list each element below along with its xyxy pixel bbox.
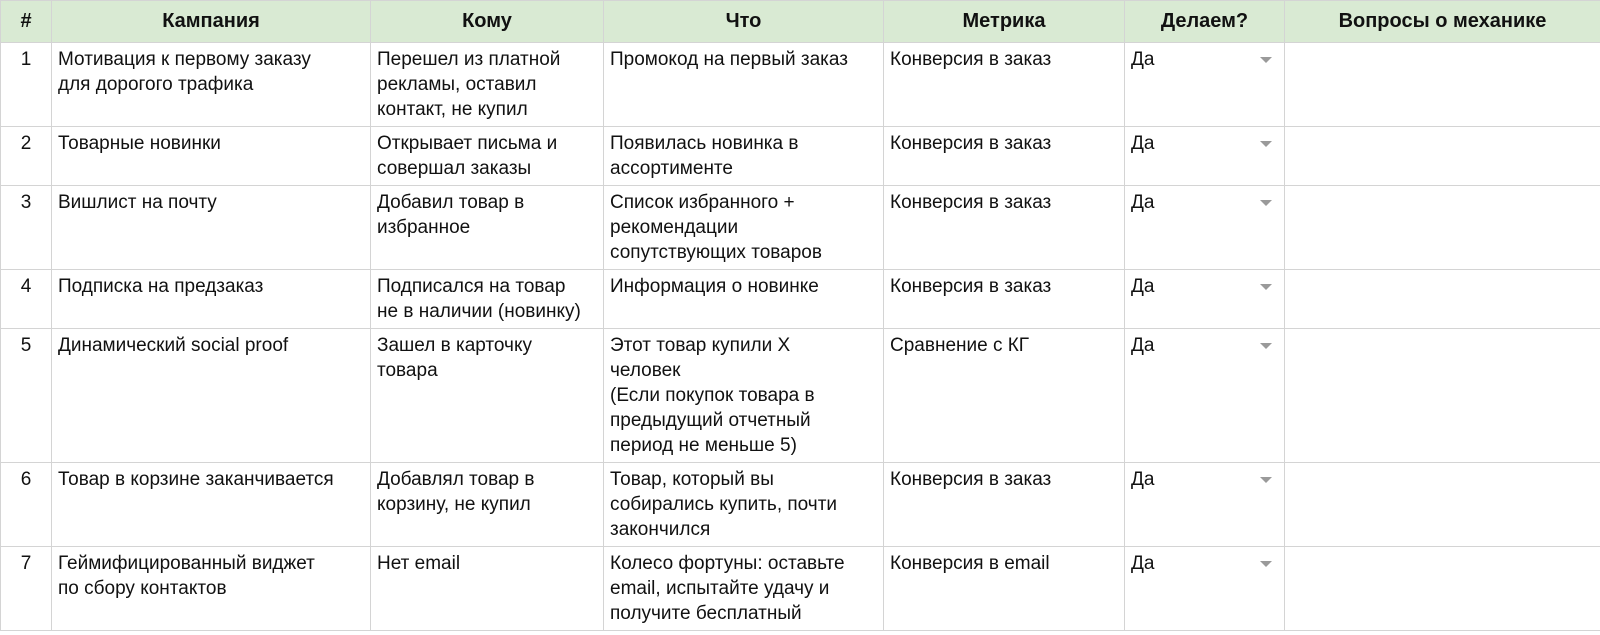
- cell-questions[interactable]: [1285, 270, 1600, 329]
- whom-text: Зашел в карточку товара: [377, 335, 532, 381]
- questions-text: [1285, 127, 1600, 135]
- cell-campaign[interactable]: [52, 127, 371, 186]
- cell-what[interactable]: [604, 329, 884, 463]
- dropdown-arrow-icon[interactable]: [1260, 57, 1272, 63]
- table-row: [1, 186, 1600, 270]
- table-row: [1, 270, 1600, 329]
- cell-campaign[interactable]: [52, 43, 371, 127]
- header-campaign[interactable]: Кампания: [52, 1, 371, 43]
- dropdown-arrow-icon[interactable]: [1260, 343, 1272, 349]
- cell-campaign[interactable]: [52, 329, 371, 463]
- cell-whom[interactable]: [371, 43, 604, 127]
- cell-whom[interactable]: [371, 329, 604, 463]
- campaign-text: Подписка на предзаказ: [58, 276, 264, 297]
- doing-value: Да: [1131, 553, 1155, 574]
- cell-questions[interactable]: [1285, 547, 1600, 631]
- cell-doing-dropdown[interactable]: [1125, 463, 1285, 547]
- cell-what[interactable]: [604, 547, 884, 631]
- what-text: Появилась новинка в ассортименте: [610, 133, 799, 179]
- cell-num[interactable]: [1, 329, 52, 463]
- table-row: [1, 463, 1600, 547]
- cell-metric[interactable]: [884, 329, 1125, 463]
- questions-text: [1285, 547, 1600, 555]
- doing-value: Да: [1131, 469, 1155, 490]
- cell-metric[interactable]: [884, 43, 1125, 127]
- dropdown-arrow-icon[interactable]: [1260, 200, 1272, 206]
- doing-value: Да: [1131, 335, 1155, 356]
- header-what[interactable]: Что: [604, 1, 884, 43]
- questions-text: [1285, 43, 1600, 51]
- header-questions[interactable]: Вопросы о механике: [1285, 1, 1600, 43]
- campaign-text: Мотивация к первому заказу для дорогого трафика: [58, 49, 311, 95]
- dropdown-arrow-icon[interactable]: [1260, 477, 1272, 483]
- row-number: 1: [20, 49, 32, 70]
- cell-whom[interactable]: [371, 127, 604, 186]
- questions-text: [1285, 329, 1600, 337]
- cell-doing-dropdown[interactable]: [1125, 43, 1285, 127]
- cell-campaign[interactable]: [52, 270, 371, 329]
- questions-text: [1285, 186, 1600, 194]
- dropdown-arrow-icon[interactable]: [1260, 561, 1272, 567]
- row-number: 5: [20, 335, 32, 356]
- metric-text: Конверсия в заказ: [890, 192, 1052, 213]
- cell-doing-dropdown[interactable]: [1125, 186, 1285, 270]
- cell-whom[interactable]: [371, 547, 604, 631]
- row-number: 4: [20, 276, 32, 297]
- campaign-text: Геймифицированный виджет по сбору контактов: [58, 553, 315, 599]
- whom-text: Добавлял товар в корзину, не купил: [377, 469, 535, 515]
- campaign-text: Товар в корзине заканчивается: [58, 469, 334, 490]
- row-number: 7: [20, 553, 32, 574]
- cell-metric[interactable]: [884, 186, 1125, 270]
- dropdown-arrow-icon[interactable]: [1260, 284, 1272, 290]
- cell-doing-dropdown[interactable]: [1125, 270, 1285, 329]
- cell-whom[interactable]: [371, 270, 604, 329]
- table-row: [1, 127, 1600, 186]
- cell-what[interactable]: [604, 186, 884, 270]
- cell-questions[interactable]: [1285, 127, 1600, 186]
- cell-questions[interactable]: [1285, 329, 1600, 463]
- metric-text: Конверсия в заказ: [890, 469, 1052, 490]
- what-text: Колесо фортуны: оставьте email, испытайте удачу и получите бесплатный: [610, 553, 845, 624]
- cell-questions[interactable]: [1285, 43, 1600, 127]
- whom-text: Подписался на товар не в наличии (новинку): [377, 276, 581, 322]
- table-row: [1, 43, 1600, 127]
- doing-value: Да: [1131, 49, 1155, 70]
- doing-value: Да: [1131, 192, 1155, 213]
- cell-doing-dropdown[interactable]: [1125, 329, 1285, 463]
- header-metric[interactable]: Метрика: [884, 1, 1125, 43]
- cell-what[interactable]: [604, 270, 884, 329]
- cell-questions[interactable]: [1285, 463, 1600, 547]
- what-text: Товар, который вы собирались купить, почти закончился: [610, 469, 838, 540]
- whom-text: Нет email: [377, 553, 461, 574]
- campaign-text: Динамический social proof: [58, 335, 289, 356]
- cell-metric[interactable]: [884, 547, 1125, 631]
- metric-text: Конверсия в заказ: [890, 49, 1052, 70]
- cell-num[interactable]: [1, 186, 52, 270]
- cell-what[interactable]: [604, 43, 884, 127]
- questions-text: [1285, 270, 1600, 278]
- cell-metric[interactable]: [884, 127, 1125, 186]
- header-row: [1, 1, 1600, 43]
- header-whom[interactable]: Кому: [371, 1, 604, 43]
- cell-metric[interactable]: [884, 463, 1125, 547]
- doing-value: Да: [1131, 133, 1155, 154]
- header-doing[interactable]: Делаем?: [1125, 1, 1285, 43]
- whom-text: Добавил товар в избранное: [377, 192, 525, 238]
- row-number: 6: [20, 469, 32, 490]
- campaign-text: Товарные новинки: [58, 133, 221, 154]
- cell-campaign[interactable]: [52, 463, 371, 547]
- cell-what[interactable]: [604, 127, 884, 186]
- whom-text: Перешел из платной рекламы, оставил контакт, не купил: [377, 49, 561, 120]
- questions-text: [1285, 463, 1600, 471]
- metric-text: Сравнение с КГ: [890, 335, 1030, 356]
- cell-whom[interactable]: [371, 463, 604, 547]
- cell-what[interactable]: [604, 463, 884, 547]
- cell-campaign[interactable]: [52, 186, 371, 270]
- what-text: Список избранного + рекомендации сопутствующих товаров: [610, 192, 822, 263]
- campaign-text: Вишлист на почту: [58, 192, 217, 213]
- cell-num[interactable]: [1, 547, 52, 631]
- what-text: Этот товар купили X человек (Если покупок товара в предыдущий отчетный период не меньше 5): [610, 335, 815, 456]
- cell-questions[interactable]: [1285, 186, 1600, 270]
- metric-text: Конверсия в email: [890, 553, 1050, 574]
- cell-num[interactable]: [1, 463, 52, 547]
- row-number: 3: [20, 192, 32, 213]
- what-text: Информация о новинке: [610, 276, 819, 297]
- cell-doing-dropdown[interactable]: [1125, 547, 1285, 631]
- table-row: [1, 547, 1600, 631]
- cell-metric[interactable]: [884, 270, 1125, 329]
- cell-campaign[interactable]: [52, 547, 371, 631]
- cell-num[interactable]: [1, 43, 52, 127]
- cell-num[interactable]: [1, 127, 52, 186]
- cell-num[interactable]: [1, 270, 52, 329]
- row-number: 2: [20, 133, 32, 154]
- cell-doing-dropdown[interactable]: [1125, 127, 1285, 186]
- doing-value: Да: [1131, 276, 1155, 297]
- dropdown-arrow-icon[interactable]: [1260, 141, 1272, 147]
- metric-text: Конверсия в заказ: [890, 276, 1052, 297]
- metric-text: Конверсия в заказ: [890, 133, 1052, 154]
- table-row: [1, 329, 1600, 463]
- header-num[interactable]: #: [1, 1, 52, 43]
- whom-text: Открывает письма и совершал заказы: [377, 133, 558, 179]
- cell-whom[interactable]: [371, 186, 604, 270]
- what-text: Промокод на первый заказ: [610, 49, 848, 70]
